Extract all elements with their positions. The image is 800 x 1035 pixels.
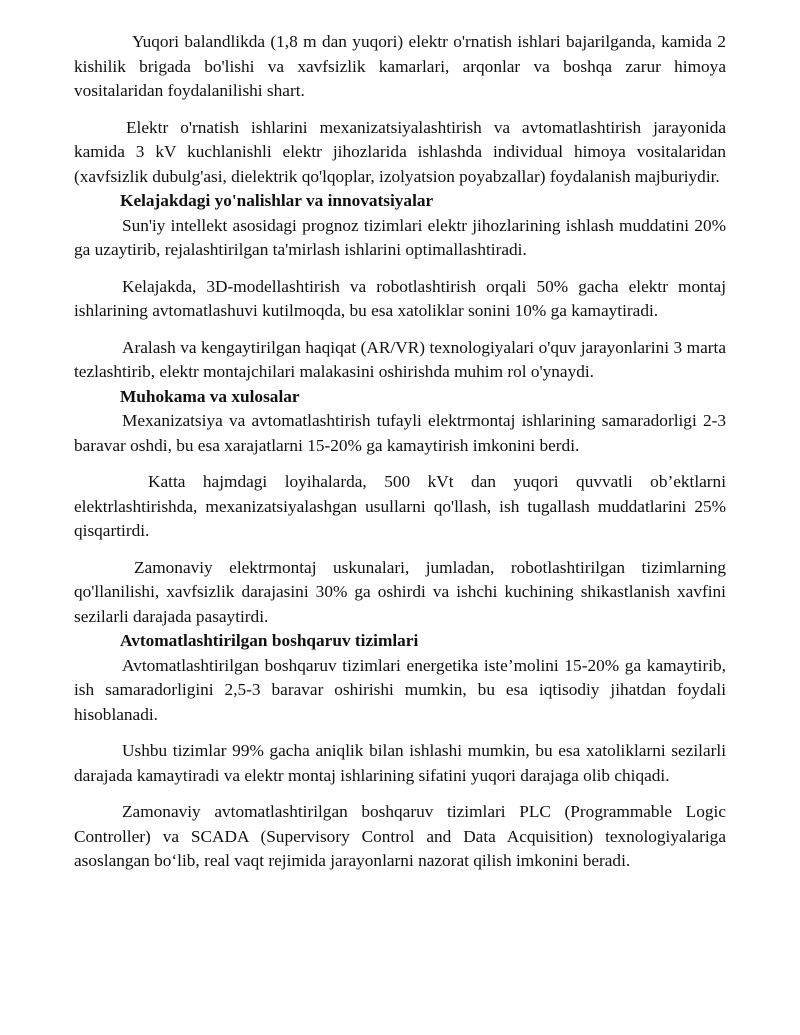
automation-paragraph-2: Ushbu tizimlar 99% gacha aniqlik bilan ishlashi mumkin, bu esa xatoliklarni sezilarli darajada kamaytiradi va elektr montaj ishlarining sifatini yuqori darajaga olib chiqadi. <box>74 741 726 785</box>
future-paragraph-2: Kelajakda, 3D-modellashtirish va robotlashtirish orqali 50% gacha elektr montaj ishlarining avtomatlashuvi kutilmoqda, bu esa xatoliklar sonini 10% ga kamaytiradi. <box>74 276 726 320</box>
safety-paragraph-1: Yuqori balandlikda (1,8 m dan yuqori) elektr o'rnatish ishlari bajarilganda, kamida 2 kishilik brigada bo'lishi va xavfsizlik kamarlari, arqonlar va boshqa zarur himoya vositalaridan foydalanilishi shart. <box>74 32 726 100</box>
discussion-heading: Muhokama va xulosalar <box>120 386 300 406</box>
automation-paragraph-1: Avtomatlashtirilgan boshqaruv tizimlari energetika iste’molini 15-20% ga kamaytirib, ish samaradorligini 2,5-3 baravar oshirishi mumkin, bu esa iqtisodiy jihatdan foydali hisoblanadi. <box>74 655 726 724</box>
future-paragraph-3: Aralash va kengaytirilgan haqiqat (AR/VR) texnologiyalari o'quv jarayonlarini 3 marta tezlashtirib, elektr montajchilari malakasini oshirishda muhim rol o'ynaydi. <box>74 337 726 381</box>
automation-paragraph-3: Zamonaviy avtomatlashtirilgan boshqaruv tizimlari PLC (Programmable Logic Controller) va SCADA (Supervisory Control and Data Acquisition) texnologiyalariga asoslangan bo‘lib, real vaqt rejimida jarayonlarni nazorat qilish imkonini beradi. <box>74 802 726 870</box>
document-page <box>74 30 726 874</box>
discussion-paragraph-2: Katta hajmdagi loyihalarda, 500 kVt dan yuqori quvvatli ob’ektlarni elektrlashtirishda, mexanizatsiyalashgan usullarni qo'llash, ish tugallash muddatlarini 25% qisqartirdi. <box>74 472 726 540</box>
future-paragraph-1: Sun'iy intellekt asosidagi prognoz tizimlari elektr jihozlarining ishlash muddatini 20% ga uzaytirib, rejalashtirilgan ta'mirlash ishlarini optimallashtiradi. <box>74 215 726 259</box>
automation-heading: Avtomatlashtirilgan boshqaruv tizimlari <box>120 631 419 650</box>
safety-paragraph-2: Elektr o'rnatish ishlarini mexanizatsiyalashtirish va avtomatlashtirish jarayonida kamida 3 kV kuchlanishli elektr jihozlarida ishlashda individual himoya vositalaridan (xavfsizlik dubulg'asi, dielektrik qo'lqoplar, izolyatsion poyabzallar) foydalanish majburiydir. <box>74 117 726 186</box>
discussion-paragraph-1: Mexanizatsiya va avtomatlashtirish tufayli elektrmontaj ishlarining samaradorligi 2-3 baravar oshdi, bu esa xarajatlarni 15-20% ga kamaytirish imkonini berdi. <box>74 411 726 455</box>
future-heading: Kelajakdagi yo'nalishlar va innovatsiyalar <box>120 191 434 210</box>
discussion-paragraph-3: Zamonaviy elektrmontaj uskunalari, jumladan, robotlashtirilgan tizimlarning qo'llanilishi, xavfsizlik darajasini 30% ga oshirdi va ishchi kuchining shikastlanish xavfini sezilarli darajada pasaytirdi. <box>74 557 726 626</box>
